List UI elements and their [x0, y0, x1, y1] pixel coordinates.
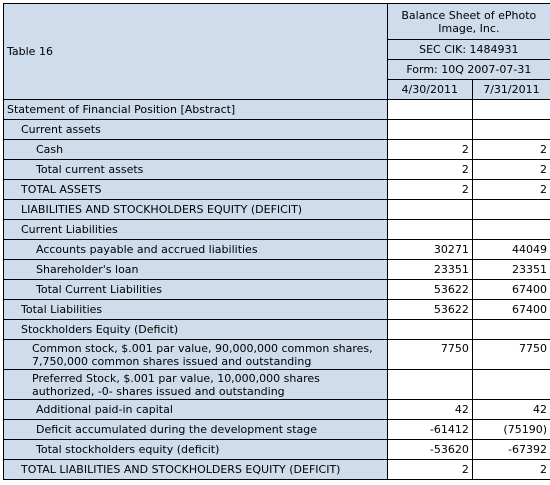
column-header-4-30-2011: 4/30/2011 [387, 80, 472, 100]
row-label: Total Liabilities [4, 300, 388, 320]
row-label: Shareholder's loan [4, 260, 388, 280]
row-label: TOTAL ASSETS [4, 180, 388, 200]
row-value-2 [472, 200, 550, 220]
row-value-2: 2 [472, 460, 550, 480]
table-row [4, 120, 550, 140]
row-label: Current assets [4, 120, 388, 140]
row-value-2: 2 [472, 140, 550, 160]
column-header-7-31-2011: 7/31/2011 [472, 80, 550, 100]
table-row [4, 300, 550, 320]
table-row [4, 200, 550, 220]
row-label: Total Current Liabilities [4, 280, 388, 300]
row-value-2: 42 [472, 400, 550, 420]
row-value-1: 2 [387, 180, 472, 200]
row-value-1 [387, 370, 472, 400]
row-value-1 [387, 320, 472, 340]
row-value-2: 23351 [472, 260, 550, 280]
row-value-1 [387, 220, 472, 240]
table-row [4, 320, 550, 340]
row-label: Additional paid-in capital [4, 400, 388, 420]
table-row [4, 440, 550, 460]
table-label: Table 16 [4, 4, 388, 100]
row-value-1: 30271 [387, 240, 472, 260]
table-row [4, 420, 550, 440]
table-row [4, 260, 550, 280]
row-label: TOTAL LIABILITIES AND STOCKHOLDERS EQUITY (DEFICIT) [4, 460, 388, 480]
row-value-2: (75190) [472, 420, 550, 440]
row-value-2: -67392 [472, 440, 550, 460]
row-label: Accounts payable and accrued liabilities [4, 240, 388, 260]
row-label: Deficit accumulated during the development stage [4, 420, 388, 440]
row-value-2 [472, 100, 550, 120]
row-label: Total stockholders equity (deficit) [4, 440, 388, 460]
row-value-2: 67400 [472, 300, 550, 320]
row-value-1: 7750 [387, 340, 472, 370]
row-value-1: 2 [387, 160, 472, 180]
table-row [4, 370, 550, 400]
row-label: LIABILITIES AND STOCKHOLDERS EQUITY (DEFICIT) [4, 200, 388, 220]
table-row [4, 340, 550, 370]
row-label: Common stock, $.001 par value, 90,000,000 common shares, 7,750,000 common shares issued and outstanding [4, 340, 388, 370]
sec-cik: SEC CIK: 1484931 [387, 40, 550, 60]
row-label: Current Liabilities [4, 220, 388, 240]
row-value-1: 53622 [387, 300, 472, 320]
row-value-2: 44049 [472, 240, 550, 260]
row-label: Statement of Financial Position [Abstract] [4, 100, 388, 120]
row-value-1: -53620 [387, 440, 472, 460]
balance-sheet-table [3, 3, 550, 480]
table-row [4, 240, 550, 260]
table-row [4, 180, 550, 200]
row-value-1: 2 [387, 460, 472, 480]
row-value-2: 7750 [472, 340, 550, 370]
row-value-1: 42 [387, 400, 472, 420]
table-row [4, 160, 550, 180]
row-value-1 [387, 100, 472, 120]
row-value-1: -61412 [387, 420, 472, 440]
table-row [4, 280, 550, 300]
row-value-1: 2 [387, 140, 472, 160]
row-value-1: 53622 [387, 280, 472, 300]
row-label: Preferred Stock, $.001 par value, 10,000,000 shares authorized, -0- shares issued and outstanding [4, 370, 388, 400]
row-value-1 [387, 200, 472, 220]
row-label: Stockholders Equity (Deficit) [4, 320, 388, 340]
table-title: Balance Sheet of ePhoto Image, Inc. [387, 4, 550, 40]
row-value-2 [472, 220, 550, 240]
row-value-2 [472, 370, 550, 400]
row-value-2: 67400 [472, 280, 550, 300]
row-value-2 [472, 320, 550, 340]
row-label: Total current assets [4, 160, 388, 180]
row-value-2 [472, 120, 550, 140]
table-row [4, 140, 550, 160]
row-value-2: 2 [472, 180, 550, 200]
form-info: Form: 10Q 2007-07-31 [387, 60, 550, 80]
table-row [4, 460, 550, 480]
table-row [4, 100, 550, 120]
row-label: Cash [4, 140, 388, 160]
row-value-1: 23351 [387, 260, 472, 280]
table-row [4, 400, 550, 420]
table-row [4, 220, 550, 240]
row-value-2: 2 [472, 160, 550, 180]
row-value-1 [387, 120, 472, 140]
